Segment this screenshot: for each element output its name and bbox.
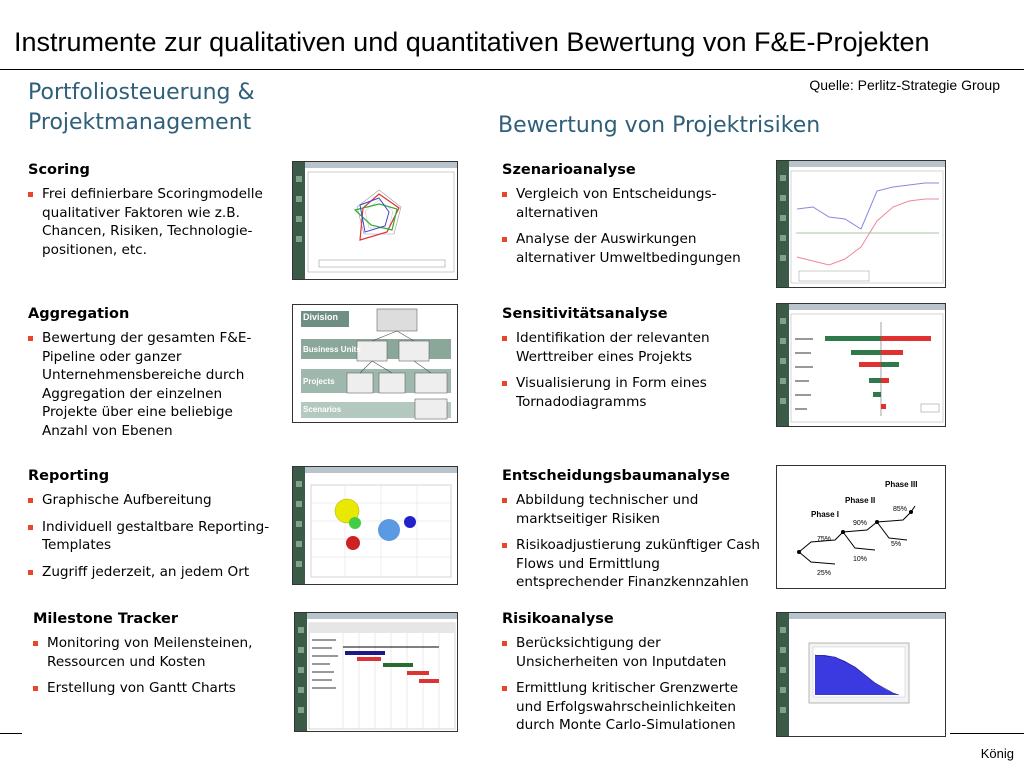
risk-analysis-title: Risikoanalyse (502, 611, 614, 627)
app-sidebar (295, 613, 307, 731)
list-item: Zugriff jederzeit, an jedem Ort (28, 563, 280, 582)
footer-divider-left (0, 733, 22, 734)
list-item: Analyse der Auswirkungen alternativer Umweltbedingungen (502, 230, 764, 267)
scoring-bullets (28, 185, 280, 259)
tree-prob-10: 10% (853, 556, 868, 563)
app-sidebar (777, 304, 789, 426)
tree-prob-85: 85% (893, 506, 908, 513)
list-item: Abbildung technischer und marktseitiger Risiken (502, 491, 764, 528)
aggregation-bullets (28, 329, 280, 440)
scenario-title: Szenarioanalyse (502, 162, 636, 178)
left-heading-line-2: Projektmanagement (28, 110, 252, 135)
list-item: Ermittlung kritischer Grenzwerte und Erfolgswahrscheinlichkeiten durch Monte Carlo-Simulationen (502, 679, 764, 735)
app-sidebar (293, 162, 305, 279)
monte-carlo-histogram (789, 613, 945, 736)
milestone-bullets (33, 634, 283, 698)
list-item: Frei definierbare Scoringmodelle qualitativer Faktoren wie z.B. Chancen, Risiken, Technologie-positionen, etc. (28, 185, 280, 259)
title-divider (0, 69, 1024, 70)
gantt-screenshot (294, 612, 458, 732)
bubble-chart (305, 467, 457, 584)
tree-label-phase-ii: Phase II (845, 496, 876, 505)
scenario-line-chart (789, 161, 945, 287)
decision-tree-diagram (777, 466, 945, 588)
gantt-chart (307, 613, 457, 731)
reporting-section (28, 468, 280, 589)
sensitivity-section (502, 306, 764, 419)
level-scenarios: Scenarios (303, 405, 342, 414)
scenario-section (502, 162, 764, 275)
list-item: Bewertung der gesamten F&E-Pipeline oder ganzer Unternehmensbereiche durch Aggregation der einzelnen Projekte über eine beliebige Anzahl von Ebenen (28, 329, 280, 440)
decision-tree-bullets (502, 491, 764, 592)
decision-tree-screenshot (776, 465, 946, 589)
aggregation-title: Aggregation (28, 306, 130, 322)
tornado-chart (789, 304, 945, 426)
app-sidebar (293, 467, 305, 584)
reporting-bullets (28, 491, 280, 581)
list-item: Individuell gestaltbare Reporting-Templates (28, 518, 280, 555)
list-item: Monitoring von Meilensteinen, Ressourcen und Kosten (33, 634, 283, 671)
aggregation-screenshot (292, 304, 458, 423)
scoring-radar-screenshot (292, 161, 458, 280)
footer-divider-right (950, 733, 1024, 734)
milestone-section (33, 611, 283, 706)
scoring-section (28, 162, 280, 267)
decision-tree-section (502, 468, 764, 600)
tree-prob-75: 75% (817, 536, 832, 543)
list-item: Berücksichtigung der Unsicherheiten von Inputdaten (502, 634, 764, 671)
tree-prob-25: 25% (817, 570, 832, 577)
tornado-screenshot (776, 303, 946, 427)
sensitivity-bullets (502, 329, 764, 411)
list-item: Visualisierung in Form eines Tornadodiagramms (502, 374, 764, 411)
app-sidebar (777, 613, 789, 736)
left-column-heading (28, 78, 255, 138)
left-heading-line-1: Portfoliosteuerung & (28, 80, 255, 105)
list-item: Erstellung von Gantt Charts (33, 679, 283, 698)
footer-author: König (980, 746, 1014, 761)
decision-tree-title: Entscheidungsbaumanalyse (502, 468, 730, 484)
source-note: Quelle: Perlitz-Strategie Group (809, 77, 1000, 93)
tree-prob-5: 5% (891, 541, 902, 548)
reporting-title: Reporting (28, 468, 110, 484)
risk-analysis-section (502, 611, 764, 743)
radar-chart (305, 162, 457, 279)
page-title: Instrumente zur qualitativen und quantitativen Bewertung von F&E-Projekten (14, 27, 930, 57)
sensitivity-title: Sensitivitätsanalyse (502, 306, 668, 322)
right-column-heading: Bewertung von Projektrisiken (498, 113, 821, 138)
list-item: Graphische Aufbereitung (28, 491, 280, 510)
tree-prob-90: 90% (853, 520, 868, 527)
scenario-bullets (502, 185, 764, 267)
level-division: Division (303, 312, 339, 322)
monte-carlo-screenshot (776, 612, 946, 737)
reporting-bubble-screenshot (292, 466, 458, 585)
scenario-line-screenshot (776, 160, 946, 288)
scoring-title: Scoring (28, 162, 90, 178)
risk-analysis-bullets (502, 634, 764, 735)
list-item: Vergleich von Entscheidungs-alternativen (502, 185, 764, 222)
aggregation-section (28, 306, 280, 448)
list-item: Risikoadjustierung zukünftiger Cash Flows und Ermittlung entsprechender Finanzkennzahlen (502, 536, 764, 592)
tree-label-phase-i: Phase I (811, 510, 840, 519)
tree-label-phase-iii: Phase III (885, 480, 918, 489)
list-item: Identifikation der relevanten Werttreiber eines Projekts (502, 329, 764, 366)
level-projects: Projects (303, 377, 335, 386)
level-business-units: Business Units (303, 345, 361, 354)
app-sidebar (777, 161, 789, 287)
milestone-title: Milestone Tracker (33, 611, 178, 627)
